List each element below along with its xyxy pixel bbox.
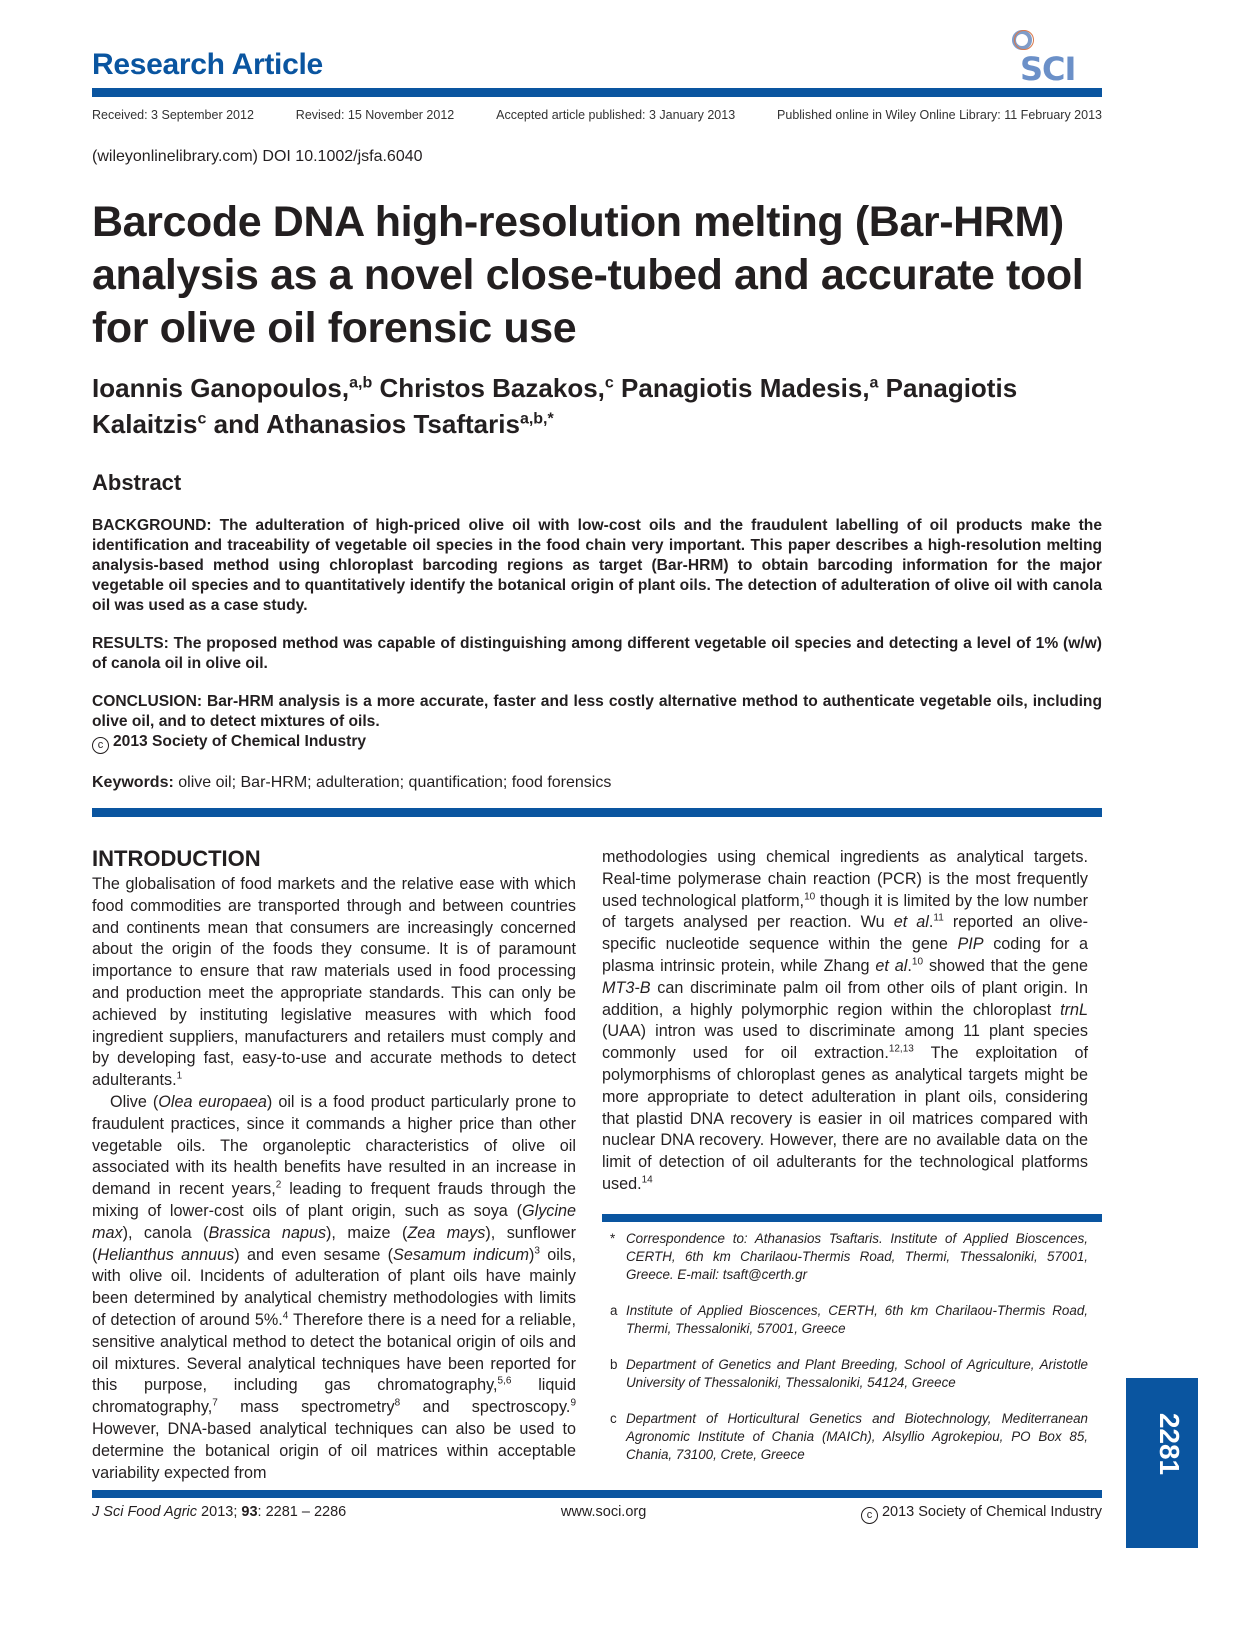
- abstract-heading: Abstract: [92, 470, 182, 495]
- text-segment: .: [907, 956, 912, 975]
- text-segment: ), sunflower (: [92, 1223, 576, 1264]
- author-affiliation: c: [604, 374, 614, 392]
- journal-pages: : 2281 – 2286: [257, 1504, 347, 1520]
- received-date: Received: 3 September 2012: [92, 108, 254, 122]
- author-affiliation: a: [869, 374, 879, 392]
- doi-line[interactable]: (wileyonlinelibrary.com) DOI 10.1002/jsfa.6040: [92, 148, 423, 165]
- page-footer: [92, 1504, 1102, 1524]
- citation-ref: 12,13: [888, 1043, 914, 1055]
- author-name: Christos Bazakos,: [372, 373, 605, 403]
- abstract-copyright: 2013 Society of Chemical Industry: [113, 733, 367, 750]
- footnote-affiliation-c: [610, 1410, 1088, 1464]
- text-segment: The exploitation of polymorphisms of chloroplast genes as analytical targets might be more appropriate to detect adulteration in plant oils, considering that plastid DNA recovery is easier in oil matrices compared with nuclear DNA recovery. However, there are no available data on the limit of detection of oil adulterants for the technological platforms used.: [602, 1044, 1088, 1193]
- text-segment: ), maize (: [326, 1223, 408, 1242]
- text-segment: ), canola (: [122, 1223, 209, 1242]
- journal-name: J Sci Food Agric: [92, 1504, 198, 1520]
- footer-rule: [92, 1490, 1102, 1498]
- page-number: 2281: [1154, 1412, 1185, 1476]
- sci-logo: [1010, 28, 1102, 88]
- text-segment: and spectroscopy.: [400, 1398, 571, 1417]
- author-name: Panagiotis Kalaitzis: [92, 373, 1018, 439]
- author-affiliation: c: [197, 410, 207, 428]
- text-segment: However, DNA-based analytical techniques can also be used to determine the botanical origin of oil matrices within acceptable variability expected from: [92, 1419, 576, 1482]
- text-segment: et al: [893, 913, 929, 932]
- header-rule: [92, 88, 1102, 97]
- accepted-date: Accepted article published: 3 January 2013: [496, 108, 736, 122]
- text-segment: oils, with olive oil. Incidents of adulteration of plant oils have mainly been determined by analytical chemistry methodologies with limits of detection of around 5%.: [92, 1245, 576, 1329]
- page-number-tab: [1126, 1378, 1198, 1548]
- abstract-conclusion: [92, 692, 1102, 754]
- footnote-mark: *: [610, 1231, 616, 1246]
- text-segment: Olea europaea: [158, 1092, 267, 1111]
- intro-paragraph-3: [602, 847, 1088, 1196]
- author-affiliation: a,b: [349, 374, 373, 392]
- text-segment: showed that the gene: [923, 956, 1088, 975]
- intro-right-column: [602, 847, 1088, 1196]
- footnote-mark: a: [610, 1303, 618, 1318]
- citation-ref: 10: [911, 956, 924, 968]
- intro-paragraph-2: [92, 1092, 576, 1484]
- text-segment: Sesamum indicum: [393, 1245, 529, 1264]
- abstract-rule: [92, 808, 1102, 817]
- intro-paragraph-1: [92, 874, 576, 1092]
- citation-ref: 14: [641, 1174, 653, 1186]
- text-segment: PIP: [957, 935, 984, 954]
- text-segment: ): [528, 1245, 535, 1264]
- author-name: Ioannis Ganopoulos,: [92, 373, 350, 403]
- text-segment: et al: [875, 956, 908, 975]
- text-segment: .: [928, 913, 934, 932]
- citation-ref: 11: [933, 913, 944, 924]
- footer-copyright: [861, 1504, 1102, 1524]
- text-segment: liquid chromatography,: [92, 1376, 576, 1417]
- author-name: Panagiotis Madesis,: [613, 373, 870, 403]
- text-segment: coding for a plasma intrinsic protein, while Zhang: [602, 935, 1088, 975]
- logo-text: SCI: [1020, 50, 1076, 88]
- text-segment: Therefore there is a need for a reliable, sensitive analytical method to detect the botanical origin of oils and oil mixtures. Several analytical techniques have been reported for this purpose, including gas chromatography,: [92, 1310, 576, 1395]
- citation-ref: 4: [282, 1310, 289, 1322]
- footnote-text: Correspondence to: Athanasios Tsaftaris. Institute of Applied Bioscences, CERTH, 6th km Charilaou-Thermis Road, Thermi, Thessaloniki, 57001, Greece. E-mail: tsaft@certh.gr: [626, 1231, 1088, 1282]
- citation-ref: 9: [570, 1397, 576, 1409]
- keywords: [92, 774, 611, 792]
- text-segment: methodologies using chemical ingredients as analytical targets. Real-time polymerase chain reaction (PCR) is the most frequently used technological platform,: [602, 848, 1088, 910]
- abstract-body: [92, 516, 1102, 754]
- text-segment: MT3-B: [602, 978, 651, 997]
- intro-left-column: [92, 874, 576, 1484]
- footer-copyright-text: 2013 Society of Chemical Industry: [881, 1504, 1102, 1520]
- abstract-conclusion-text: CONCLUSION: Bar-HRM analysis is a more accurate, faster and less costly alternative method to authenticate vegetable oils, including olive oil, and to detect mixtures of oils.: [92, 693, 1102, 730]
- citation-ref: 10: [804, 891, 816, 903]
- footnote-rule: [602, 1214, 1102, 1222]
- article-title: Barcode DNA high-resolution melting (Bar-HRM) analysis as a novel close-tubed and accurate tool for olive oil forensic use: [92, 198, 1084, 352]
- text-segment: Olive (: [110, 1092, 159, 1111]
- text-segment: (UAA) intron was used to discriminate among 11 plant species commonly used for oil extraction.: [602, 1022, 1088, 1063]
- keywords-value: olive oil; Bar-HRM; adulteration; quantification; food forensics: [173, 774, 612, 791]
- citation-ref: 5,6: [497, 1375, 512, 1387]
- abstract-results: RESULTS: The proposed method was capable of distinguishing among different vegetable oil species and detecting a level of 1% (w/w) of canola oil in olive oil.: [92, 635, 1102, 672]
- revised-date: Revised: 15 November 2012: [295, 108, 455, 122]
- text-segment: Helianthus annuus: [97, 1245, 235, 1264]
- copyright-icon: c: [861, 1507, 878, 1524]
- text-segment: Glycine max: [92, 1201, 576, 1242]
- intro-paragraph-1-text: The globalisation of food markets and the relative ease with which food commodities are transported through and between countries and continents mean that consumers are increasingly concerned about the origin of the foods they consume. It is of paramount importance to ensure that raw materials used in food processing and production meet the appropriate standards. This can only be achieved by instituting legislative measures with which food ingredient suppliers, manufacturers and retailers must comply and by developing fast, easy-to-use and accurate methods to detect adulterants.: [92, 875, 576, 1090]
- logo-ring-accent-icon: [1014, 30, 1034, 50]
- author-name: and Athanasios Tsaftaris: [206, 409, 520, 439]
- citation-ref: 2: [275, 1179, 282, 1191]
- published-date: Published online in Wiley Online Library: 11 February 2013: [777, 108, 1102, 122]
- text-segment: ) and even sesame (: [234, 1245, 394, 1264]
- citation-ref: 3: [534, 1245, 540, 1257]
- footnote-text: Department of Horticultural Genetics and Biotechnology, Mediterranean Agronomic Institute of Chania (MAICh), Alsyllio Agrokepiou, PO Box 85, Chania, 73100, Crete, Greece: [626, 1411, 1088, 1462]
- footnote-correspondence: [610, 1230, 1088, 1284]
- citation-ref: 1: [176, 1070, 183, 1082]
- text-segment: can discriminate palm oil from other oils of plant origin. In addition, a highly polymorphic region within the chloroplast: [602, 978, 1088, 1019]
- footnote-text: Department of Genetics and Plant Breeding, School of Agriculture, Aristotle University of Thessaloniki, Thessaloniki, 54124, Greece: [626, 1357, 1088, 1390]
- footnote-affiliation-b: [610, 1356, 1088, 1392]
- footnote-text: Institute of Applied Bioscences, CERTH, 6th km Charilaou-Thermis Road, Thermi, Thessaloniki, 57001, Greece: [626, 1303, 1088, 1336]
- citation-ref: 7: [212, 1397, 218, 1409]
- text-segment: trnL: [1060, 1000, 1088, 1019]
- text-segment: reported an olive-specific nucleotide sequence within the gene: [602, 913, 1088, 954]
- journal-volume: 93: [241, 1504, 258, 1520]
- text-segment: ) oil is a food product particularly prone to fraudulent practices, since it commands a higher price than other vegetable oils. The organoleptic characteristics of olive oil associated with its health benefits have resulted in an increase in demand in recent years,: [92, 1092, 576, 1199]
- abstract-background: BACKGROUND: The adulteration of high-priced olive oil with low-cost oils and the fraudulent labelling of oil products make the identification and traceability of vegetable oil species in the food chain very important. This paper describes a high-resolution melting analysis-based method using chloroplast barcoding regions as target (Bar-HRM) to obtain barcoding information for the major vegetable oil species and to quantitatively identify the botanical origin of plant oils. The detection of adulteration of olive oil with canola oil was used as a case study.: [92, 517, 1102, 614]
- keywords-label: Keywords:: [92, 774, 174, 791]
- author-affiliation: a,b,*: [519, 410, 554, 428]
- section-label: Research Article: [92, 48, 323, 81]
- footnote-mark: c: [610, 1411, 617, 1426]
- text-segment: Brassica napus: [208, 1223, 327, 1242]
- text-segment: Zea mays: [407, 1223, 486, 1242]
- journal-citation: [92, 1504, 346, 1524]
- citation-ref: 8: [394, 1397, 401, 1409]
- journal-year: 2013;: [197, 1504, 242, 1520]
- article-dates: [92, 108, 1102, 122]
- introduction-heading: INTRODUCTION: [92, 846, 261, 871]
- text-segment: though it is limited by the low number of targets analysed per reaction. Wu: [602, 891, 1088, 932]
- text-segment: mass spectrometry: [217, 1398, 395, 1417]
- footnote-mark: b: [610, 1357, 618, 1372]
- copyright-icon: c: [92, 737, 109, 754]
- author-list: [92, 370, 1102, 442]
- text-segment: leading to frequent frauds through the mixing of lower-cost oils of plant origin, such as soya (: [92, 1180, 576, 1220]
- footnote-affiliation-a: [610, 1302, 1088, 1338]
- website-link[interactable]: www.soci.org: [560, 1504, 647, 1520]
